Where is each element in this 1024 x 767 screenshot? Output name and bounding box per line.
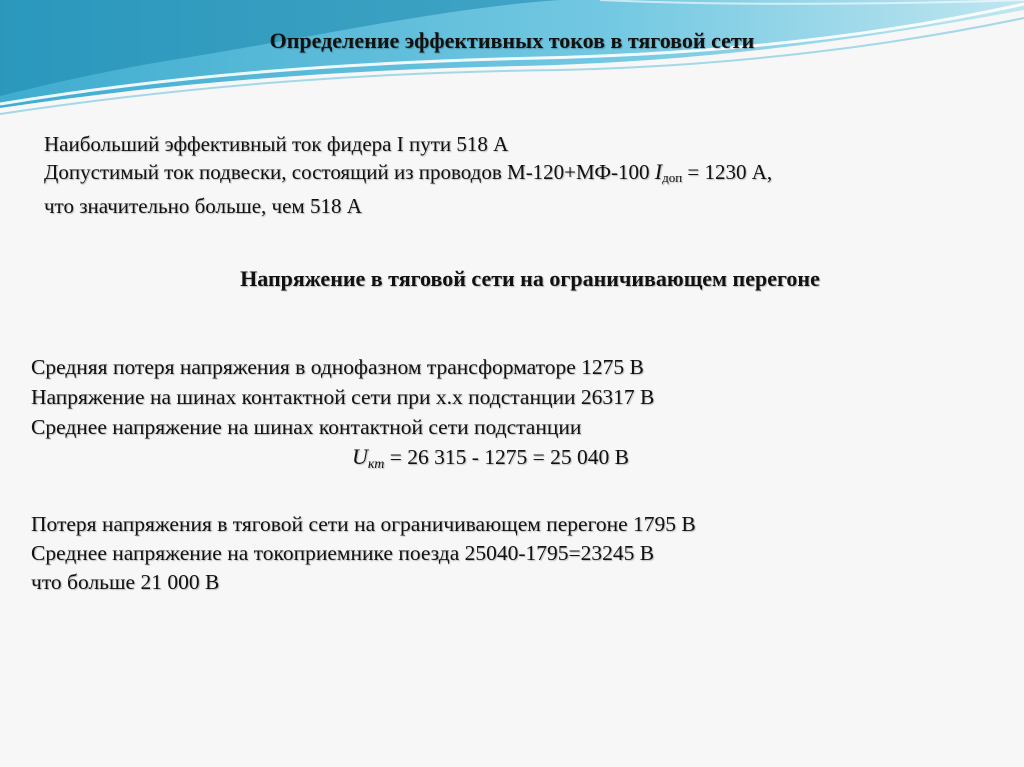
block3-line3: что больше 21 000 В [31, 570, 220, 594]
block2-line3: Среднее напряжение на шинах контактной сети подстанции [31, 415, 582, 439]
voltage-symbol: U [352, 444, 368, 469]
block1-line2 [44, 158, 772, 192]
block1-line3: что значительно больше, чем 518 А [44, 194, 362, 218]
voltage-formula [31, 442, 654, 480]
current-symbol: I [654, 159, 663, 184]
block2-line2: Напряжение на шинах контактной сети при х.х подстанции 26317 В [31, 385, 655, 409]
voltage-formula-rest: = 26 315 - 1275 = 25 040 В [384, 445, 630, 469]
block3-line2: Среднее напряжение на токоприемнике поезда 25040-1795=23245 В [31, 541, 655, 565]
block1-line1: Наибольший эффективный ток фидера I пути 518 А [44, 132, 509, 156]
block1-line2-text: Допустимый ток подвески, состоящий из проводов М-120+МФ-100 [44, 160, 655, 184]
slide-title: Определение эффективных токов в тяговой сети [269, 28, 755, 53]
block2-line1: Средняя потеря напряжения в однофазном трансформаторе 1275 В [31, 355, 644, 379]
current-subscript: доп [662, 170, 683, 185]
section-subtitle: Напряжение в тяговой сети на ограничивающем перегоне [240, 266, 820, 291]
header-wave-decoration [0, 0, 1024, 120]
block3-line1: Потеря напряжения в тяговой сети на ограничивающем перегоне 1795 В [31, 512, 696, 536]
voltage-block [31, 352, 654, 480]
voltage-subscript: кт [367, 457, 385, 472]
feeder-current-block [44, 130, 772, 220]
loss-block [31, 510, 696, 597]
block1-line2-value: = 1230 А, [682, 160, 773, 184]
